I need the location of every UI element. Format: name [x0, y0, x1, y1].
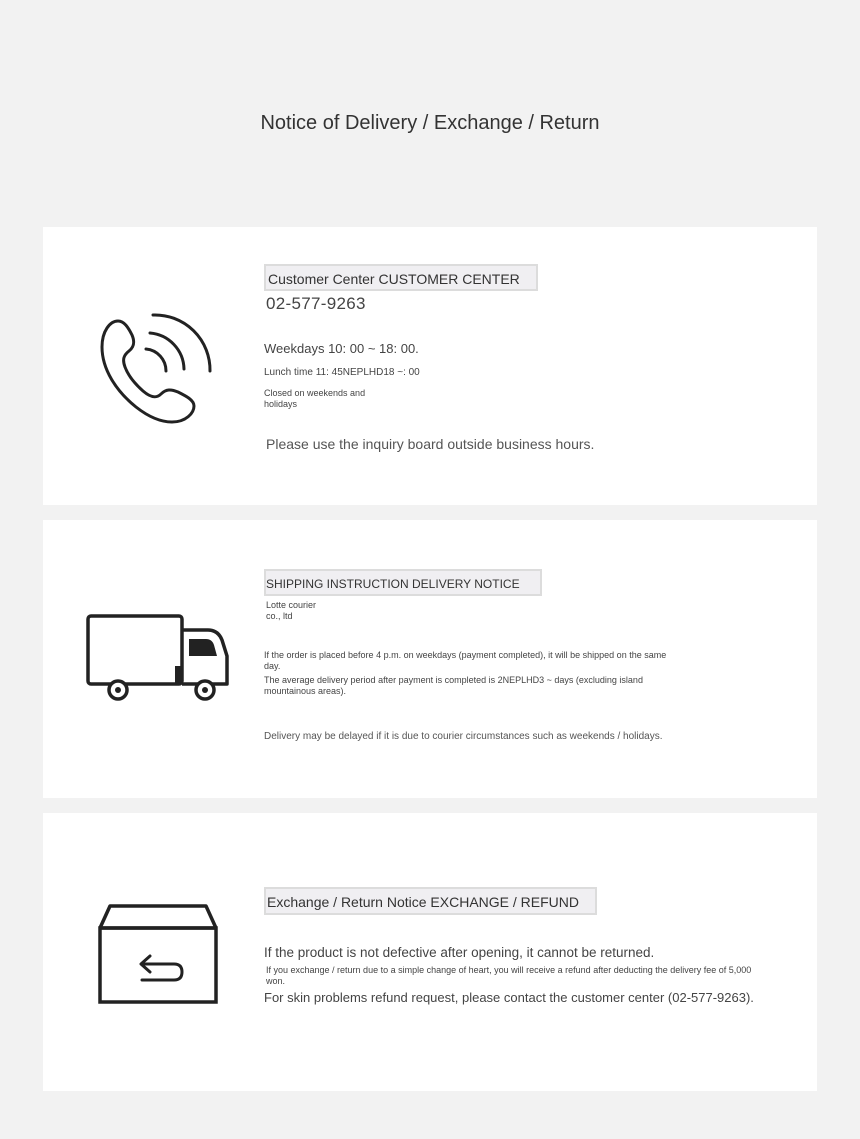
shipping-info [264, 569, 666, 742]
shipping-rule-line1a: If the order is placed before 4 p.m. on weekdays (payment completed), it will be shipped on the same [264, 650, 667, 660]
courier-line1: Lotte courier [266, 600, 317, 610]
phone-number: 02-577-9263 [266, 294, 366, 313]
phone-icon [98, 309, 218, 427]
delay-note: Delivery may be delayed if it is due to courier circumstances such as weekends / holidays. [264, 731, 663, 742]
closed-days-line1: Closed on weekends and [264, 388, 366, 398]
exchange-heading: Exchange / Return Notice EXCHANGE / REFUND [264, 887, 597, 915]
business-hours-note: Please use the inquiry board outside business hours. [266, 436, 595, 452]
closed-days-line2: holidays [264, 399, 298, 409]
truck-icon [86, 614, 230, 704]
exchange-info [264, 887, 754, 1005]
delivery-period-line2: mountainous areas). [264, 686, 347, 696]
no-return-after-opening: If the product is not defective after opening, it cannot be returned. [264, 945, 655, 960]
customer-center-info [264, 264, 594, 452]
shipping-rule-line1b: day. [264, 661, 281, 671]
courier-line2: co., ltd [266, 611, 293, 621]
customer-center-card [43, 227, 817, 505]
page-title: Notice of Delivery / Exchange / Return [260, 112, 600, 134]
refund-deduction-line2: won. [266, 976, 286, 986]
weekday-hours: Weekdays 10: 00 ~ 18: 00. [264, 341, 419, 356]
shipping-card [43, 520, 817, 798]
refund-deduction-line1: If you exchange / return due to a simple change of heart, you will receive a refund after deducting the delivery fee of 5,000 [266, 965, 752, 975]
exchange-card [43, 813, 817, 1091]
skin-problem-contact: For skin problems refund request, please contact the customer center (02-577-9263). [264, 990, 754, 1005]
delivery-period-line1: The average delivery period after payment is completed is 2NEPLHD3 ~ days (excluding island [264, 675, 643, 685]
shipping-heading: SHIPPING INSTRUCTION DELIVERY NOTICE [264, 569, 542, 596]
return-box-icon [98, 904, 218, 1005]
customer-center-heading: Customer Center CUSTOMER CENTER [264, 264, 538, 291]
lunch-time: Lunch time 11: 45NEPLHD18 ~: 00 [264, 367, 420, 378]
